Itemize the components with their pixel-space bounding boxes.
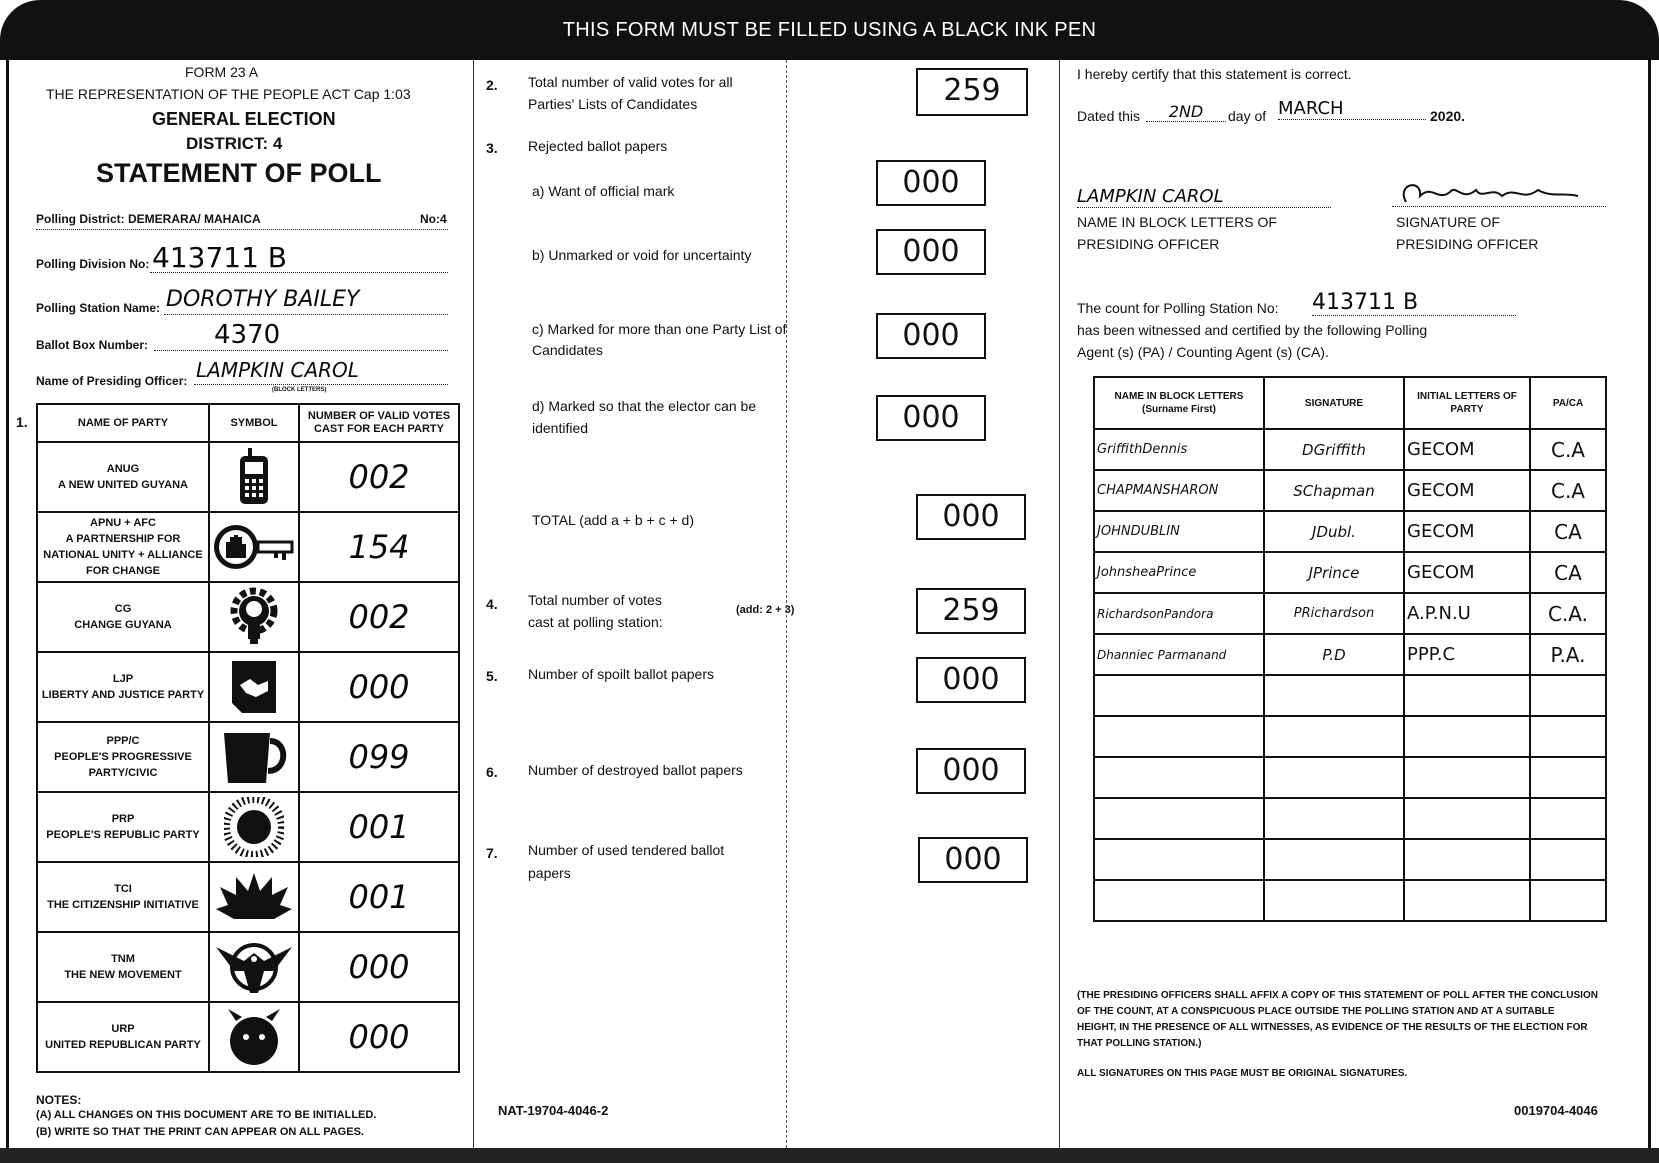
item-7-label-line2: papers bbox=[528, 865, 571, 881]
witness-line1: has been witnessed and certified by the following Polling bbox=[1077, 322, 1428, 338]
instruction-banner: THIS FORM MUST BE FILLED USING A BLACK INK PEN bbox=[0, 0, 1659, 60]
party-votes: 099 bbox=[299, 722, 459, 792]
agents-table bbox=[1093, 376, 1607, 922]
item-4-value: 259 bbox=[916, 588, 1026, 634]
party-votes: 002 bbox=[299, 442, 459, 512]
item-6-number: 6. bbox=[486, 764, 498, 780]
party-row bbox=[37, 932, 459, 1002]
bottom-edge bbox=[0, 1148, 1659, 1163]
district-title: DISTRICT: 4 bbox=[186, 134, 283, 153]
page-title: STATEMENT OF POLL bbox=[96, 158, 382, 188]
district-underline bbox=[36, 229, 448, 230]
column-divider-right bbox=[1059, 60, 1060, 1148]
item-4-number: 4. bbox=[486, 596, 498, 612]
item-4-label-line1: Total number of votes bbox=[528, 592, 662, 608]
item-1-number: 1. bbox=[16, 414, 28, 430]
party-row bbox=[37, 792, 459, 862]
party-full-name: THE CITIZENSHIP INITIATIVE bbox=[47, 899, 199, 911]
election-title: GENERAL ELECTION bbox=[152, 109, 336, 129]
cup-icon bbox=[209, 722, 299, 792]
division-underline bbox=[150, 272, 448, 273]
eagle-icon bbox=[209, 932, 299, 1002]
party-name-cell bbox=[37, 792, 209, 862]
agents-signature-header: SIGNATURE bbox=[1264, 377, 1404, 429]
agent-role: P.A. bbox=[1530, 634, 1606, 675]
officer-name-label-line1: NAME IN BLOCK LETTERS OF bbox=[1077, 214, 1277, 230]
notice-line2: OF THE COUNT, AT A CONSPICUOUS PLACE OUTSIDE THE POLLING STATION AND AT A SUITABLE bbox=[1077, 1006, 1555, 1017]
party-name-cell bbox=[37, 582, 209, 652]
polling-division-value: 413711 B bbox=[152, 241, 287, 274]
item-3-label: Rejected ballot papers bbox=[528, 138, 668, 154]
agent-row-empty bbox=[1094, 716, 1606, 757]
polling-station-label: Polling Station Name: bbox=[36, 301, 161, 315]
party-votes: 002 bbox=[299, 582, 459, 652]
party-full-name: UNITED REPUBLICAN PARTY bbox=[45, 1039, 201, 1051]
item-7-number: 7. bbox=[486, 845, 498, 861]
agent-signature: JPrince bbox=[1264, 552, 1404, 593]
rejected-d-value: 000 bbox=[876, 395, 986, 441]
dated-label: Dated this bbox=[1077, 108, 1141, 124]
agent-signature: PRichardson bbox=[1264, 593, 1404, 634]
officer-name-label-line2: PRESIDING OFFICER bbox=[1077, 236, 1220, 252]
agent-row-empty bbox=[1094, 839, 1606, 880]
rejected-d-label-line2: identified bbox=[532, 420, 589, 436]
rejected-a-value: 000 bbox=[876, 160, 986, 206]
dated-year: 2020. bbox=[1430, 108, 1466, 124]
party-abbr: TCI bbox=[114, 883, 132, 895]
agent-role: CA bbox=[1530, 552, 1606, 593]
lotus-icon bbox=[209, 862, 299, 932]
party-row bbox=[37, 512, 459, 582]
party-row bbox=[37, 862, 459, 932]
rejected-c-label-line2: Candidates bbox=[532, 342, 603, 358]
party-abbr: PRP bbox=[111, 813, 135, 825]
form-number: FORM 23 A bbox=[185, 64, 259, 80]
polling-station-value: DOROTHY BAILEY bbox=[166, 287, 360, 312]
ballot-box-underline bbox=[154, 350, 448, 351]
agent-name: CHAPMANSHARON bbox=[1094, 470, 1264, 511]
item-3-number: 3. bbox=[486, 140, 498, 156]
party-votes: 000 bbox=[299, 932, 459, 1002]
party-abbr: URP bbox=[111, 1023, 135, 1035]
party-full-name: PEOPLE'S REPUBLIC PARTY bbox=[46, 829, 200, 841]
item-5-label: Number of spoilt ballot papers bbox=[528, 666, 714, 682]
presiding-officer-label: Name of Presiding Officer: bbox=[36, 374, 188, 388]
gear-bulb-icon bbox=[209, 582, 299, 652]
note-b: (B) WRITE SO THAT THE PRINT CAN APPEAR ON ALL PAGES. bbox=[36, 1126, 364, 1138]
agents-party-header: INITIAL LETTERS OF PARTY bbox=[1404, 377, 1530, 429]
votes-header: NUMBER OF VALID VOTES CAST FOR EACH PARTY bbox=[299, 404, 459, 442]
signature-line bbox=[1392, 206, 1606, 207]
party-full-name: A PARTNERSHIP FOR NATIONAL UNITY + ALLIANCE FOR CHANGE bbox=[43, 533, 203, 577]
party-row bbox=[37, 582, 459, 652]
rejected-b-label: b) Unmarked or void for uncertainty bbox=[532, 247, 752, 263]
dated-month: MARCH bbox=[1278, 98, 1426, 120]
party-row bbox=[37, 652, 459, 722]
agent-row bbox=[1094, 429, 1606, 470]
serial-right: 0019704-4046 bbox=[1514, 1103, 1598, 1118]
notes-title: NOTES: bbox=[36, 1093, 82, 1107]
party-abbr: CG bbox=[114, 603, 132, 615]
serial-left: NAT-19704-4046-2 bbox=[498, 1103, 609, 1118]
item-5-number: 5. bbox=[486, 668, 498, 684]
agent-party: PPP.C bbox=[1404, 634, 1530, 675]
party-abbr: PPP/C bbox=[106, 735, 140, 747]
rejected-total-value: 000 bbox=[916, 494, 1026, 540]
day-of-label: day of bbox=[1228, 108, 1267, 124]
witness-line2: Agent (s) (PA) / Counting Agent (s) (CA). bbox=[1077, 344, 1329, 360]
party-votes: 000 bbox=[299, 1002, 459, 1072]
agents-role-header: PA/CA bbox=[1530, 377, 1606, 429]
notice-line1: (THE PRESIDING OFFICERS SHALL AFFIX A COPY OF THIS STATEMENT OF POLL AFTER THE CONCLUSION bbox=[1077, 990, 1598, 1001]
party-votes: 000 bbox=[299, 652, 459, 722]
party-name-cell bbox=[37, 1002, 209, 1072]
signatures-note: ALL SIGNATURES ON THIS PAGE MUST BE ORIGINAL SIGNATURES. bbox=[1077, 1068, 1408, 1079]
party-name-cell bbox=[37, 722, 209, 792]
officer-name-value: LAMPKIN CAROL bbox=[1077, 186, 1331, 208]
block-letters-note: (BLOCK LETTERS) bbox=[272, 387, 327, 393]
notice-line3: HEIGHT, IN THE PRESENCE OF ALL WITNESSES, AS EVIDENCE OF THE RESULTS OF THE ELECTION FOR bbox=[1077, 1022, 1588, 1033]
act-title: THE REPRESENTATION OF THE PEOPLE ACT Cap 1:03 bbox=[46, 86, 411, 102]
presiding-officer-signature bbox=[1392, 178, 1602, 208]
item-4-label-line2: cast at polling station: bbox=[528, 614, 663, 630]
party-name-cell bbox=[37, 862, 209, 932]
party-abbr: LJP bbox=[112, 673, 134, 685]
item-2-label-line1: Total number of valid votes for all bbox=[528, 74, 733, 90]
agent-name: RichardsonPandora bbox=[1094, 593, 1264, 634]
party-row bbox=[37, 1002, 459, 1072]
polling-district-number: No:4 bbox=[420, 212, 447, 226]
party-full-name: CHANGE GUYANA bbox=[74, 619, 172, 631]
item-5-value: 000 bbox=[916, 657, 1026, 703]
party-full-name: A NEW UNITED GUYANA bbox=[58, 479, 188, 491]
party-votes: 154 bbox=[299, 512, 459, 582]
party-votes-table bbox=[36, 403, 460, 1073]
agent-signature: DGriffith bbox=[1264, 429, 1404, 470]
party-name-cell bbox=[37, 932, 209, 1002]
count-label: The count for Polling Station No: bbox=[1077, 300, 1279, 316]
agent-row bbox=[1094, 552, 1606, 593]
agent-row bbox=[1094, 470, 1606, 511]
party-abbr: APNU + AFC bbox=[90, 517, 156, 529]
rejected-b-value: 000 bbox=[876, 229, 986, 275]
party-full-name: PEOPLE'S PROGRESSIVE PARTY/CIVIC bbox=[54, 751, 192, 779]
party-votes: 001 bbox=[299, 792, 459, 862]
agent-row bbox=[1094, 511, 1606, 552]
notice-line4: THAT POLLING STATION.) bbox=[1077, 1038, 1202, 1049]
agent-row-empty bbox=[1094, 757, 1606, 798]
party-name-cell bbox=[37, 442, 209, 512]
sun-icon bbox=[209, 792, 299, 862]
agent-name: GriffithDennis bbox=[1094, 429, 1264, 470]
party-full-name: LIBERTY AND JUSTICE PARTY bbox=[41, 689, 205, 701]
rejected-c-value: 000 bbox=[876, 313, 986, 359]
party-name-cell bbox=[37, 512, 209, 582]
agent-party: GECOM bbox=[1404, 511, 1530, 552]
agent-role: C.A bbox=[1530, 429, 1606, 470]
signature-label-line2: PRESIDING OFFICER bbox=[1396, 236, 1539, 252]
agent-signature: JDubl. bbox=[1264, 511, 1404, 552]
dated-day: 2ND bbox=[1146, 102, 1226, 122]
station-underline bbox=[164, 314, 448, 315]
item-7-label-line1: Number of used tendered ballot bbox=[528, 842, 725, 858]
item-6-value: 000 bbox=[916, 748, 1026, 794]
item-4-add-note: (add: 2 + 3) bbox=[736, 604, 795, 616]
agent-party: GECOM bbox=[1404, 429, 1530, 470]
item-7-value: 000 bbox=[918, 837, 1028, 883]
agents-name-header: NAME IN BLOCK LETTERS (Surname First) bbox=[1094, 377, 1264, 429]
note-a: (A) ALL CHANGES ON THIS DOCUMENT ARE TO BE INITIALLED. bbox=[36, 1109, 377, 1121]
item-2-value: 259 bbox=[916, 68, 1028, 116]
agent-name: JohnsheaPrince bbox=[1094, 552, 1264, 593]
agent-row bbox=[1094, 634, 1606, 675]
agent-signature: SChapman bbox=[1264, 470, 1404, 511]
agent-row-empty bbox=[1094, 880, 1606, 921]
ballot-box-value: 4370 bbox=[214, 320, 281, 350]
bull-icon bbox=[209, 1002, 299, 1072]
item-2-number: 2. bbox=[486, 77, 498, 93]
agent-party: GECOM bbox=[1404, 552, 1530, 593]
agent-signature: P.D bbox=[1264, 634, 1404, 675]
agent-party: A.P.N.U bbox=[1404, 593, 1530, 634]
agent-name: Dhanniec Parmanand bbox=[1094, 634, 1264, 675]
rejected-c-label-line1: c) Marked for more than one Party List of bbox=[532, 321, 787, 337]
party-abbr: TNM bbox=[111, 953, 135, 965]
phone-icon bbox=[209, 442, 299, 512]
agent-party: GECOM bbox=[1404, 470, 1530, 511]
rejected-a-label: a) Want of official mark bbox=[532, 183, 675, 199]
item-2-label-line2: Parties' Lists of Candidates bbox=[528, 96, 698, 112]
certify-statement: I hereby certify that this statement is correct. bbox=[1077, 66, 1352, 82]
item-6-label: Number of destroyed ballot papers bbox=[528, 762, 743, 778]
polling-division-label: Polling Division No: bbox=[36, 257, 150, 271]
party-name-header: NAME OF PARTY bbox=[37, 404, 209, 442]
presiding-officer-value: LAMPKIN CAROL bbox=[196, 358, 359, 382]
hand-key-icon bbox=[209, 512, 299, 582]
agent-role: C.A. bbox=[1530, 593, 1606, 634]
rejected-total-label: TOTAL (add a + b + c + d) bbox=[532, 512, 694, 528]
agent-role: CA bbox=[1530, 511, 1606, 552]
agent-row-empty bbox=[1094, 798, 1606, 839]
symbol-header: SYMBOL bbox=[209, 404, 299, 442]
party-row bbox=[37, 442, 459, 512]
party-abbr: ANUG bbox=[106, 463, 140, 475]
agent-name: JOHNDUBLIN bbox=[1094, 511, 1264, 552]
ballot-box-label: Ballot Box Number: bbox=[36, 338, 149, 352]
polling-district-label: Polling District: DEMERARA/ MAHAICA bbox=[36, 212, 261, 226]
party-row bbox=[37, 722, 459, 792]
column-divider-left bbox=[473, 60, 474, 1148]
count-station-value: 413711 B bbox=[1312, 290, 1516, 316]
party-votes: 001 bbox=[299, 862, 459, 932]
agent-role: C.A bbox=[1530, 470, 1606, 511]
presiding-underline bbox=[194, 384, 448, 385]
rejected-d-label-line1: d) Marked so that the elector can be bbox=[532, 398, 757, 414]
party-full-name: THE NEW MOVEMENT bbox=[64, 969, 182, 981]
agent-row bbox=[1094, 593, 1606, 634]
agent-row-empty bbox=[1094, 675, 1606, 716]
party-name-cell bbox=[37, 652, 209, 722]
handshake-icon bbox=[209, 652, 299, 722]
signature-label-line1: SIGNATURE OF bbox=[1396, 214, 1500, 230]
